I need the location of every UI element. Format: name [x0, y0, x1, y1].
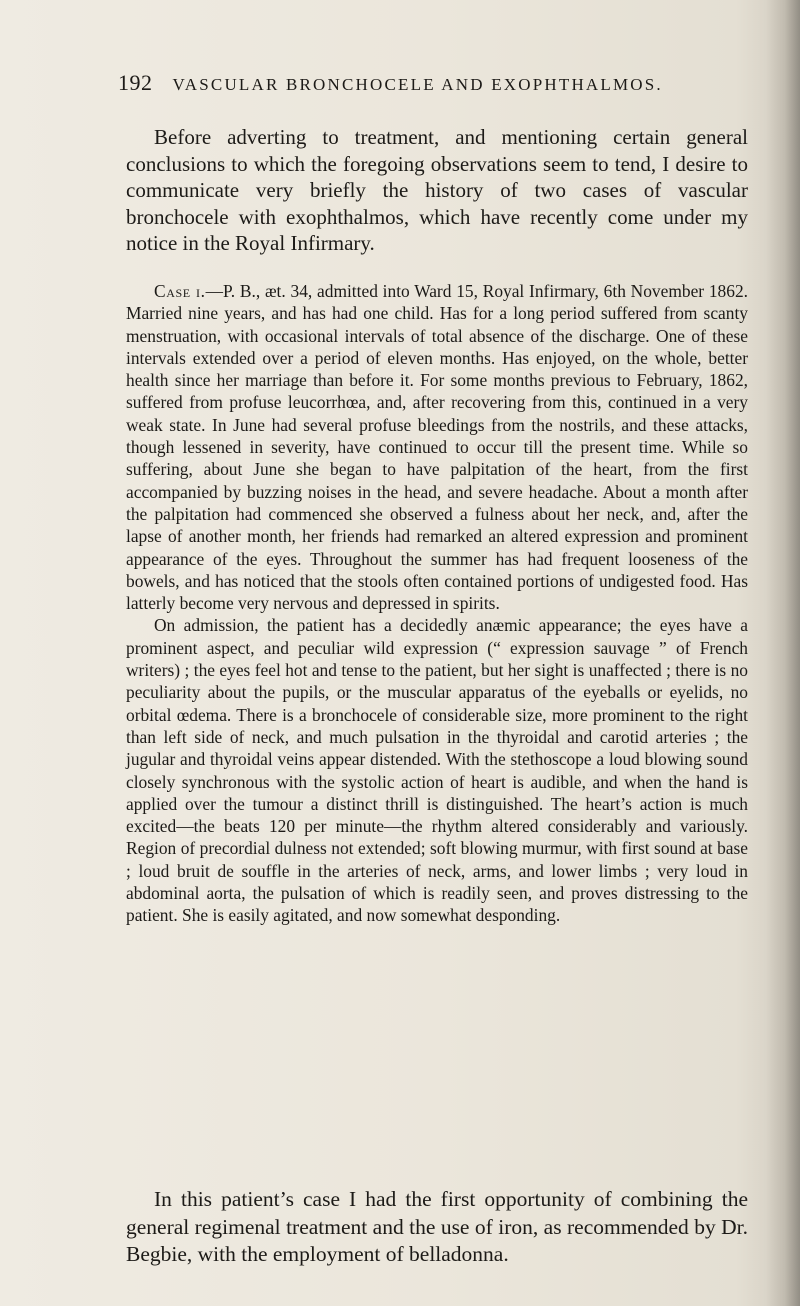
closing-paragraph-block — [126, 1186, 748, 1269]
page-number: 192 — [118, 70, 153, 95]
case-one-paragraph-2: On admission, the patient has a decidedly anæmic appearance; the eyes have a prominent aspect, and peculiar wild expression (“ expression sauvage ” of French writers) ; the eyes feel hot and tense to the patient, but her sight is unaffected ; there is no peculiarity about the pupils, or the muscular apparatus of the eyeballs or eyelids, no orbital œdema. There is a bronchocele of considerable size, more prominent to the right than left side of neck, and much pulsation in the thyroidal and carotid arteries ; the jugular and thyroidal veins appear distended. With the stethoscope a loud blowing sound closely synchronous with the systolic action of heart is audible, and when the hand is applied over the tumour a distinct thrill is distinguished. The heart’s action is much excited—the beats 120 per minute—the rhythm altered considerably and variously. Region of precordial dulness not extended; soft blowing murmur, with first sound at base ; loud bruit de souffle in the arteries of neck, arms, and lower limbs ; very loud in abdominal aorta, the pulsation of which is readily seen, and proves distressing to the patient. She is easily agitated, and now somewhat desponding. — [126, 615, 748, 926]
running-head — [118, 70, 738, 100]
intro-paragraph: Before adverting to treatment, and mentioning certain general conclusions to which the foregoing observations seem to tend, I desire to communicate very briefly the history of two cases of vascular bronchocele with exophthalmos, which have recently come under my notice in the Royal Infirmary. — [126, 125, 748, 255]
running-title: VASCULAR BRONCHOCELE AND EXOPHTHALMOS. — [172, 75, 663, 94]
intro-paragraph-block — [126, 124, 748, 257]
case-one-paragraph-1 — [126, 280, 748, 614]
case-one-block — [126, 280, 748, 927]
case-label: Case i. — [154, 281, 206, 301]
closing-paragraph: In this patient’s case I had the first opportunity of combining the general regimenal treatment and the use of iron, as recommended by Dr. Begbie, with the employment of belladonna. — [126, 1187, 748, 1266]
case-one-history-text: —P. B., æt. 34, admitted into Ward 15, Royal Infirmary, 6th November 1862. Married nine years, and has had one child. Has for a long period suffered from scanty menstruation, with occasional intervals of total absence of the discharge. One of these intervals extended over a period of eleven months. Has enjoyed, on the whole, better health since her marriage than before it. For some months previous to February, 1862, suffered from profuse leucorrhœa, and, after recovering from this, continued in a very weak state. In June had several profuse bleedings from the nostrils, and these attacks, though lessened in severity, have continued to occur till the present time. While so suffering, about June she began to have palpitation of the heart, from the first accompanied by buzzing noises in the head, and severe headache. About a month after the palpitation had commenced she observed a fulness about her neck, and, after the lapse of another month, her friends had remarked an altered expression and prominent appearance of the eyes. Throughout the summer has had frequent looseness of the bowels, and has noticed that the stools often contained portions of undigested food. Has latterly become very nervous and depressed in spirits. — [126, 281, 748, 614]
page-edge-shadow — [766, 0, 800, 1306]
